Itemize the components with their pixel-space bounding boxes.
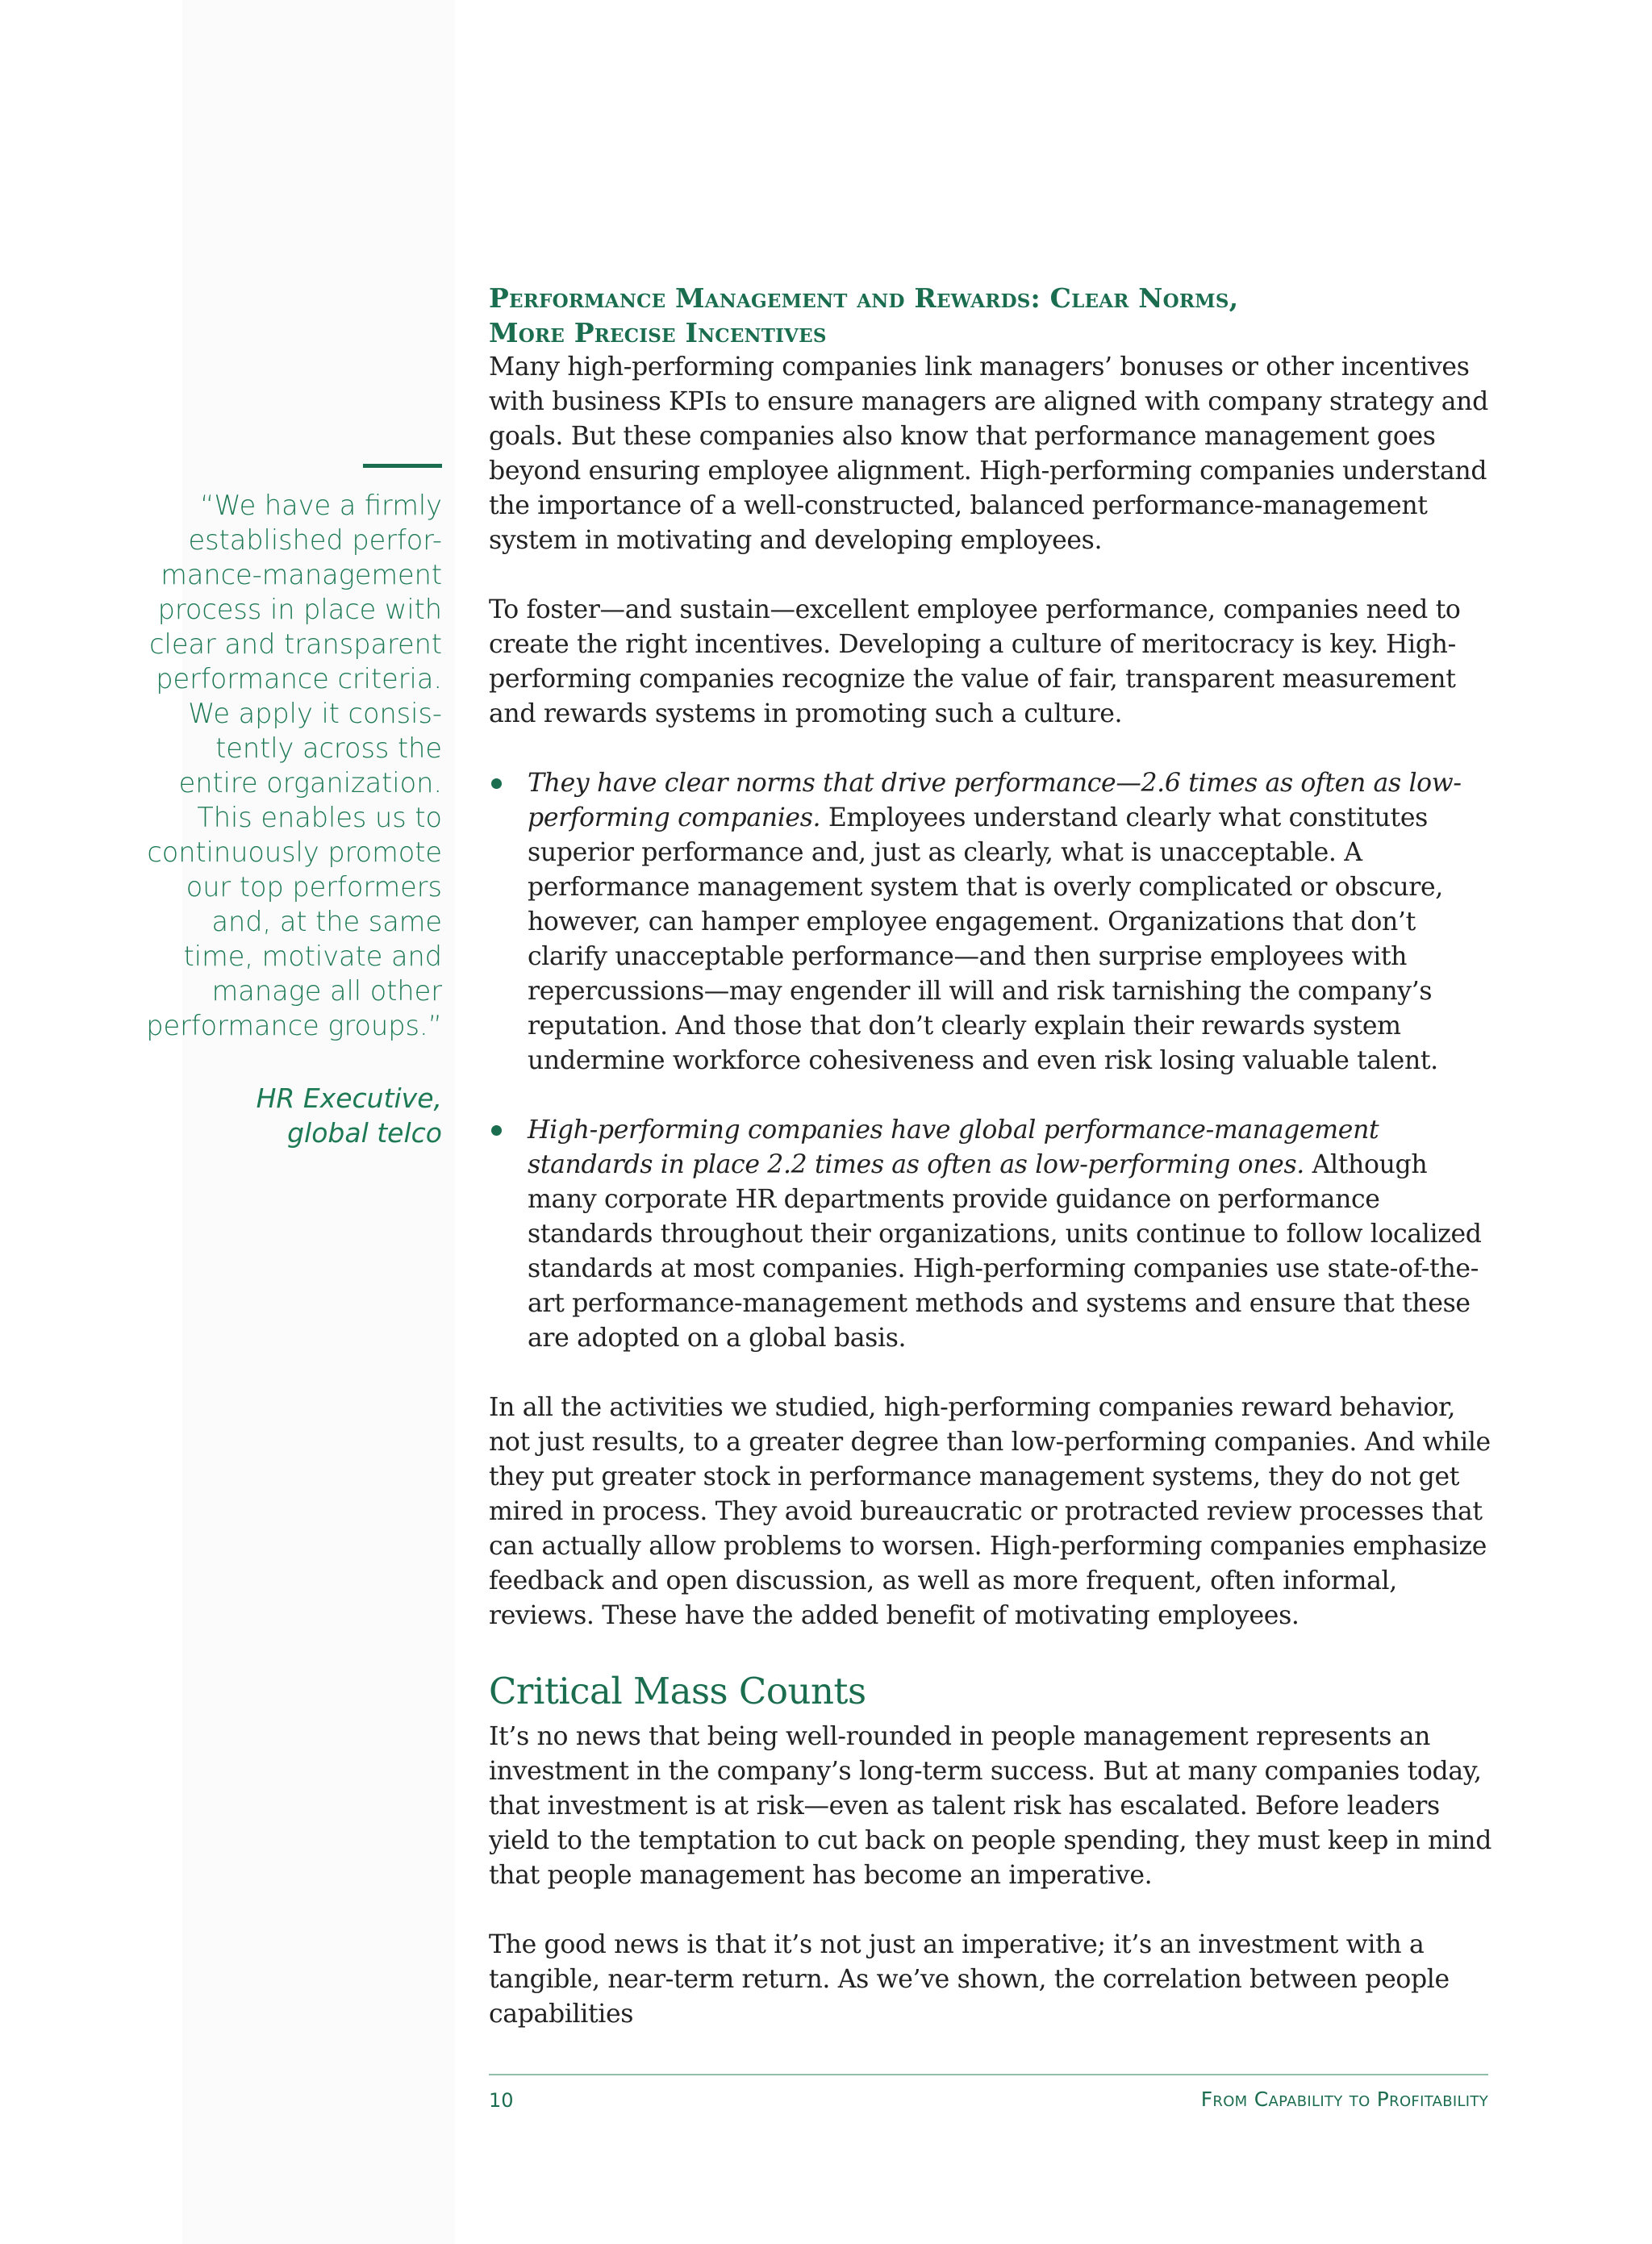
bullet-lead: High-performing companies have global performance-management standards in place 2.2 times as often as low-performing ones. [528,1116,1379,1179]
pull-quote: “We have a firmly established perfor-mance-management process in place with clear and transparent performance criteria. We apply it consis-tently across the entire organization. This enables us to continuously promote our top performers and, at the same time, motivate and manage all other performance groups.” [146,490,442,1041]
page-number: 10 [489,2089,514,2112]
bullet-list [489,766,1493,1356]
bullet-lead: They have clear norms that drive performance—2.6 times as often as low-performing companies. [528,769,1462,832]
paragraph: It’s no news that being well-rounded in people management represents an investment in the company’s long-term success. But at many companies today, that investment is at risk—even as talent risk has escalated. Before leaders yield to the temptation to cut back on people spending, they must keep in mind that people management has become an imperative. [489,1722,1492,1890]
footer-rule [489,2074,1488,2075]
main-column [489,281,1493,2067]
bullet-text: Employees understand clearly what constitutes superior performance and, just as clearly, what is unacceptable. A performance management system that is overly complicated or obscure, however, can hamper employee engagement. Organizations that don’t clarify unacceptable performance—and then surprise employees with repercussions—may engender ill will and risk tarnishing the company’s reputation. And those that don’t clearly explain their rewards system undermine workforce cohesiveness and even risk losing valuable talent. [528,803,1443,1075]
bullet-text: Although many corporate HR departments provide guidance on performance standards throughout their organizations, units continue to follow localized standards at most companies. High-performing companies use state-of-the-art performance-management methods and systems and ensure that these are adopted on a global basis. [528,1150,1482,1353]
attribution-line-2: global telco [287,1117,442,1149]
subsection-heading: Critical Mass Counts [489,1670,866,1712]
quote-attribution [137,1081,442,1150]
section-heading-line-2: More Precise Incentives [489,317,827,348]
attribution-line-1: HR Executive, [256,1082,442,1114]
quote-rule [363,464,442,468]
bullet-item [489,766,1493,1078]
paragraph: To foster—and sustain—excellent employee performance, companies need to create the right incentives. Developing a culture of meritocracy is key. High-performing companies recognize the value of fair, transparent measurement and rewards systems in promoting such a culture. [489,595,1461,728]
running-title: From Capability to Profitability [1200,2088,1488,2111]
section-heading-line-1: Performance Management and Rewards: Clear Norms, [489,282,1239,314]
bullet-item [489,1113,1493,1356]
paragraph: Many high-performing companies link managers’ bonuses or other incentives with business KPIs to ensure managers are aligned with company strategy and goals. But these companies also know that performance management goes beyond ensuring employee alignment. High-performing companies understand the importance of a well-constructed, balanced performance-management system in motivating and developing employees. [489,352,1488,555]
bullet-icon [491,1125,502,1136]
section-heading [489,281,1493,350]
paragraph: In all the activities we studied, high-performing companies reward behavior, not just results, to a greater degree than low-performing companies. And while they put greater stock in performance management systems, they do not get mired in process. They avoid bureaucratic or protracted review processes that can actually allow problems to worsen. High-performing companies emphasize feedback and open discussion, as well as more frequent, often informal, reviews. These have the added benefit of motivating employees. [489,1393,1491,1630]
paragraph: The good news is that it’s not just an imperative; it’s an investment with a tangible, near-term return. As we’ve shown, the correlation between people capabilities [489,1930,1450,2029]
bullet-icon [491,778,502,789]
